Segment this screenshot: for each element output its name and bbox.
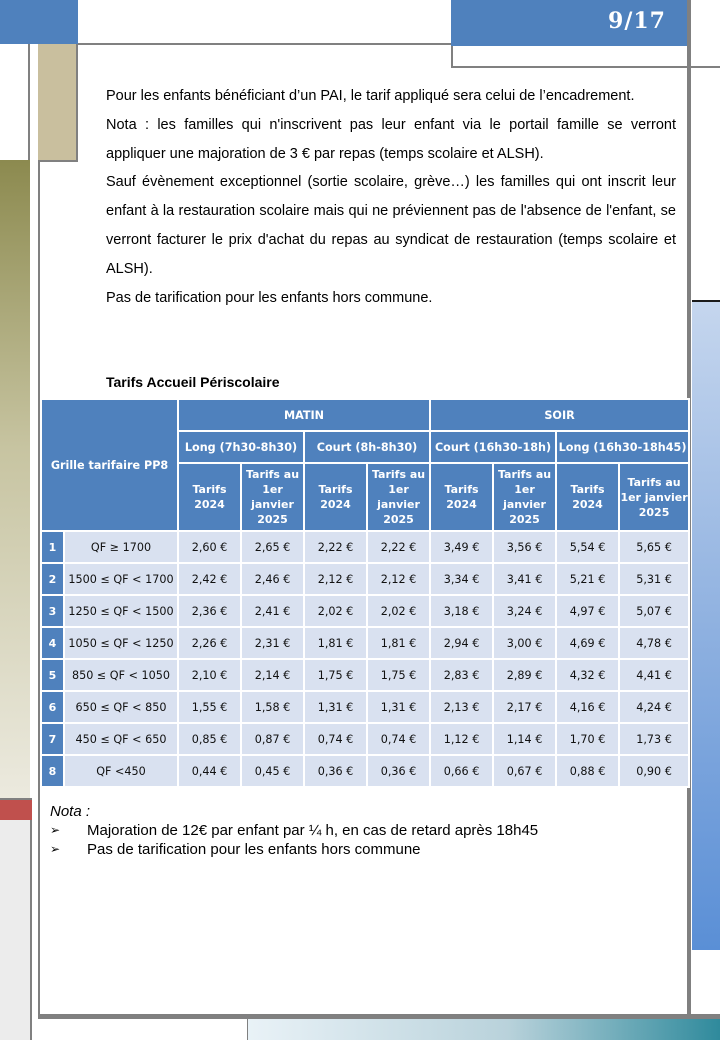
price-cell: 2,13 €: [430, 691, 493, 723]
price-cell: 1,14 €: [493, 723, 556, 755]
price-cell: 2,46 €: [241, 563, 304, 595]
price-cell: 3,56 €: [493, 531, 556, 563]
price-cell: 0,90 €: [619, 755, 689, 787]
table-row: [41, 691, 689, 723]
price-cell: 0,88 €: [556, 755, 619, 787]
subheader-tarifs-2025: Tarifs au 1er janvier 2025: [493, 463, 556, 531]
paragraph: Nota : les familles qui n'inscrivent pas leur enfant via le portail famille se verront appliquer une majoration de 3 € par repas (temps scolaire et ALSH).: [106, 116, 676, 162]
tan-corner-block: [38, 44, 78, 162]
row-number: 8: [41, 755, 64, 787]
price-cell: 2,89 €: [493, 659, 556, 691]
price-cell: 5,54 €: [556, 531, 619, 563]
price-cell: 2,83 €: [430, 659, 493, 691]
qf-range: 650 ≤ QF < 850: [64, 691, 178, 723]
table-row: [41, 531, 689, 563]
period-header: Long (16h30-18h45): [556, 431, 689, 463]
table-row: [41, 723, 689, 755]
table-row: [41, 595, 689, 627]
qf-range: 1500 ≤ QF < 1700: [64, 563, 178, 595]
price-cell: 4,41 €: [619, 659, 689, 691]
price-cell: 3,41 €: [493, 563, 556, 595]
price-cell: 0,44 €: [178, 755, 241, 787]
price-cell: 1,81 €: [304, 627, 367, 659]
corner-header: Grille tarifaire PP8: [41, 399, 178, 531]
period-header: Court (8h-8h30): [304, 431, 430, 463]
qf-range: QF ≥ 1700: [64, 531, 178, 563]
row-number: 2: [41, 563, 64, 595]
price-cell: 3,49 €: [430, 531, 493, 563]
left-red-marker: [0, 798, 32, 820]
price-cell: 5,07 €: [619, 595, 689, 627]
subheader-tarifs-2024: Tarifs 2024: [304, 463, 367, 531]
table-row: [41, 755, 689, 787]
row-number: 5: [41, 659, 64, 691]
table-row: [41, 627, 689, 659]
arrow-bullet-icon: ➢: [50, 823, 61, 837]
qf-range: 1250 ≤ QF < 1500: [64, 595, 178, 627]
nota-section: [50, 802, 538, 859]
left-olive-band: [0, 160, 30, 800]
price-cell: 4,16 €: [556, 691, 619, 723]
subheader-tarifs-2024: Tarifs 2024: [430, 463, 493, 531]
price-cell: 2,14 €: [241, 659, 304, 691]
paragraph: Pour les enfants bénéficiant d’un PAI, le tarif appliqué sera celui de l’encadrement.: [106, 88, 635, 104]
price-cell: 1,81 €: [367, 627, 430, 659]
price-cell: 0,85 €: [178, 723, 241, 755]
price-cell: 4,32 €: [556, 659, 619, 691]
price-cell: 2,36 €: [178, 595, 241, 627]
price-cell: 3,00 €: [493, 627, 556, 659]
price-cell: 2,42 €: [178, 563, 241, 595]
price-cell: 1,70 €: [556, 723, 619, 755]
price-cell: 0,87 €: [241, 723, 304, 755]
price-cell: 0,67 €: [493, 755, 556, 787]
list-item: [50, 840, 538, 859]
price-cell: 3,18 €: [430, 595, 493, 627]
price-cell: 2,94 €: [430, 627, 493, 659]
price-cell: 5,31 €: [619, 563, 689, 595]
row-number: 1: [41, 531, 64, 563]
header-blue-block: [0, 0, 78, 44]
price-cell: 2,22 €: [367, 531, 430, 563]
paragraph: Pas de tarification pour les enfants hors commune.: [106, 289, 433, 306]
subheader-tarifs-2025: Tarifs au 1er janvier 2025: [619, 463, 689, 531]
header-divider: [78, 43, 451, 45]
price-cell: 2,12 €: [304, 563, 367, 595]
qf-range: 1050 ≤ QF < 1250: [64, 627, 178, 659]
body-text: [106, 82, 676, 312]
price-cell: 0,45 €: [241, 755, 304, 787]
price-cell: 1,75 €: [367, 659, 430, 691]
table-title: Tarifs Accueil Périscolaire: [106, 374, 280, 390]
subheader-tarifs-2025: Tarifs au 1er janvier 2025: [241, 463, 304, 531]
left-gray-band: [0, 820, 32, 1040]
price-cell: 2,17 €: [493, 691, 556, 723]
price-cell: 2,12 €: [367, 563, 430, 595]
price-cell: 2,60 €: [178, 531, 241, 563]
price-cell: 3,24 €: [493, 595, 556, 627]
price-cell: 2,02 €: [304, 595, 367, 627]
qf-range: 850 ≤ QF < 1050: [64, 659, 178, 691]
row-number: 7: [41, 723, 64, 755]
subheader-tarifs-2025: Tarifs au 1er janvier 2025: [367, 463, 430, 531]
price-cell: 4,78 €: [619, 627, 689, 659]
price-cell: 2,31 €: [241, 627, 304, 659]
paragraph: Sauf évènement exceptionnel (sortie scolaire, grève…) les familles qui ont inscrit leur enfant à la restauration scolaire mais qui ne préviennent pas de l'absence de l'enfant, se verront facturer le prix d'achat du repas au syndicat de restauration (temps scolaire et ALSH).: [106, 174, 676, 277]
page-number: 9/17: [608, 8, 666, 34]
price-cell: 2,41 €: [241, 595, 304, 627]
price-cell: 2,02 €: [367, 595, 430, 627]
arrow-bullet-icon: ➢: [50, 842, 61, 856]
row-number: 6: [41, 691, 64, 723]
price-cell: 0,36 €: [304, 755, 367, 787]
price-cell: 1,55 €: [178, 691, 241, 723]
row-number: 3: [41, 595, 64, 627]
right-blue-band: [692, 300, 720, 950]
price-cell: 2,22 €: [304, 531, 367, 563]
price-cell: 1,58 €: [241, 691, 304, 723]
price-cell: 1,75 €: [304, 659, 367, 691]
price-cell: 4,69 €: [556, 627, 619, 659]
page-number-underbox: [451, 46, 720, 68]
group-header-matin: MATIN: [178, 399, 430, 431]
price-cell: 2,26 €: [178, 627, 241, 659]
price-cell: 0,74 €: [367, 723, 430, 755]
price-cell: 4,97 €: [556, 595, 619, 627]
price-cell: 1,31 €: [367, 691, 430, 723]
price-cell: 2,10 €: [178, 659, 241, 691]
row-number: 4: [41, 627, 64, 659]
price-cell: 0,74 €: [304, 723, 367, 755]
list-item: [50, 821, 538, 840]
price-cell: 0,36 €: [367, 755, 430, 787]
nota-item-text: Majoration de 12€ par enfant par ¼ h, en cas de retard après 18h45: [87, 822, 539, 839]
footer-gradient-band: [247, 1019, 720, 1040]
price-cell: 0,66 €: [430, 755, 493, 787]
left-margin-block: [0, 44, 30, 160]
period-header: Long (7h30-8h30): [178, 431, 304, 463]
tariff-table: [40, 398, 690, 788]
subheader-tarifs-2024: Tarifs 2024: [556, 463, 619, 531]
price-cell: 4,24 €: [619, 691, 689, 723]
table-row: [41, 659, 689, 691]
price-cell: 1,31 €: [304, 691, 367, 723]
price-cell: 5,65 €: [619, 531, 689, 563]
price-cell: 3,34 €: [430, 563, 493, 595]
table-row: [41, 563, 689, 595]
group-header-soir: SOIR: [430, 399, 689, 431]
subheader-tarifs-2024: Tarifs 2024: [178, 463, 241, 531]
nota-item-text: Pas de tarification pour les enfants hors commune: [87, 841, 421, 858]
nota-title: Nota :: [50, 803, 91, 820]
price-cell: 1,73 €: [619, 723, 689, 755]
price-cell: 5,21 €: [556, 563, 619, 595]
qf-range: QF <450: [64, 755, 178, 787]
period-header: Court (16h30-18h): [430, 431, 556, 463]
price-cell: 2,65 €: [241, 531, 304, 563]
qf-range: 450 ≤ QF < 650: [64, 723, 178, 755]
price-cell: 1,12 €: [430, 723, 493, 755]
nota-list: [50, 821, 538, 859]
